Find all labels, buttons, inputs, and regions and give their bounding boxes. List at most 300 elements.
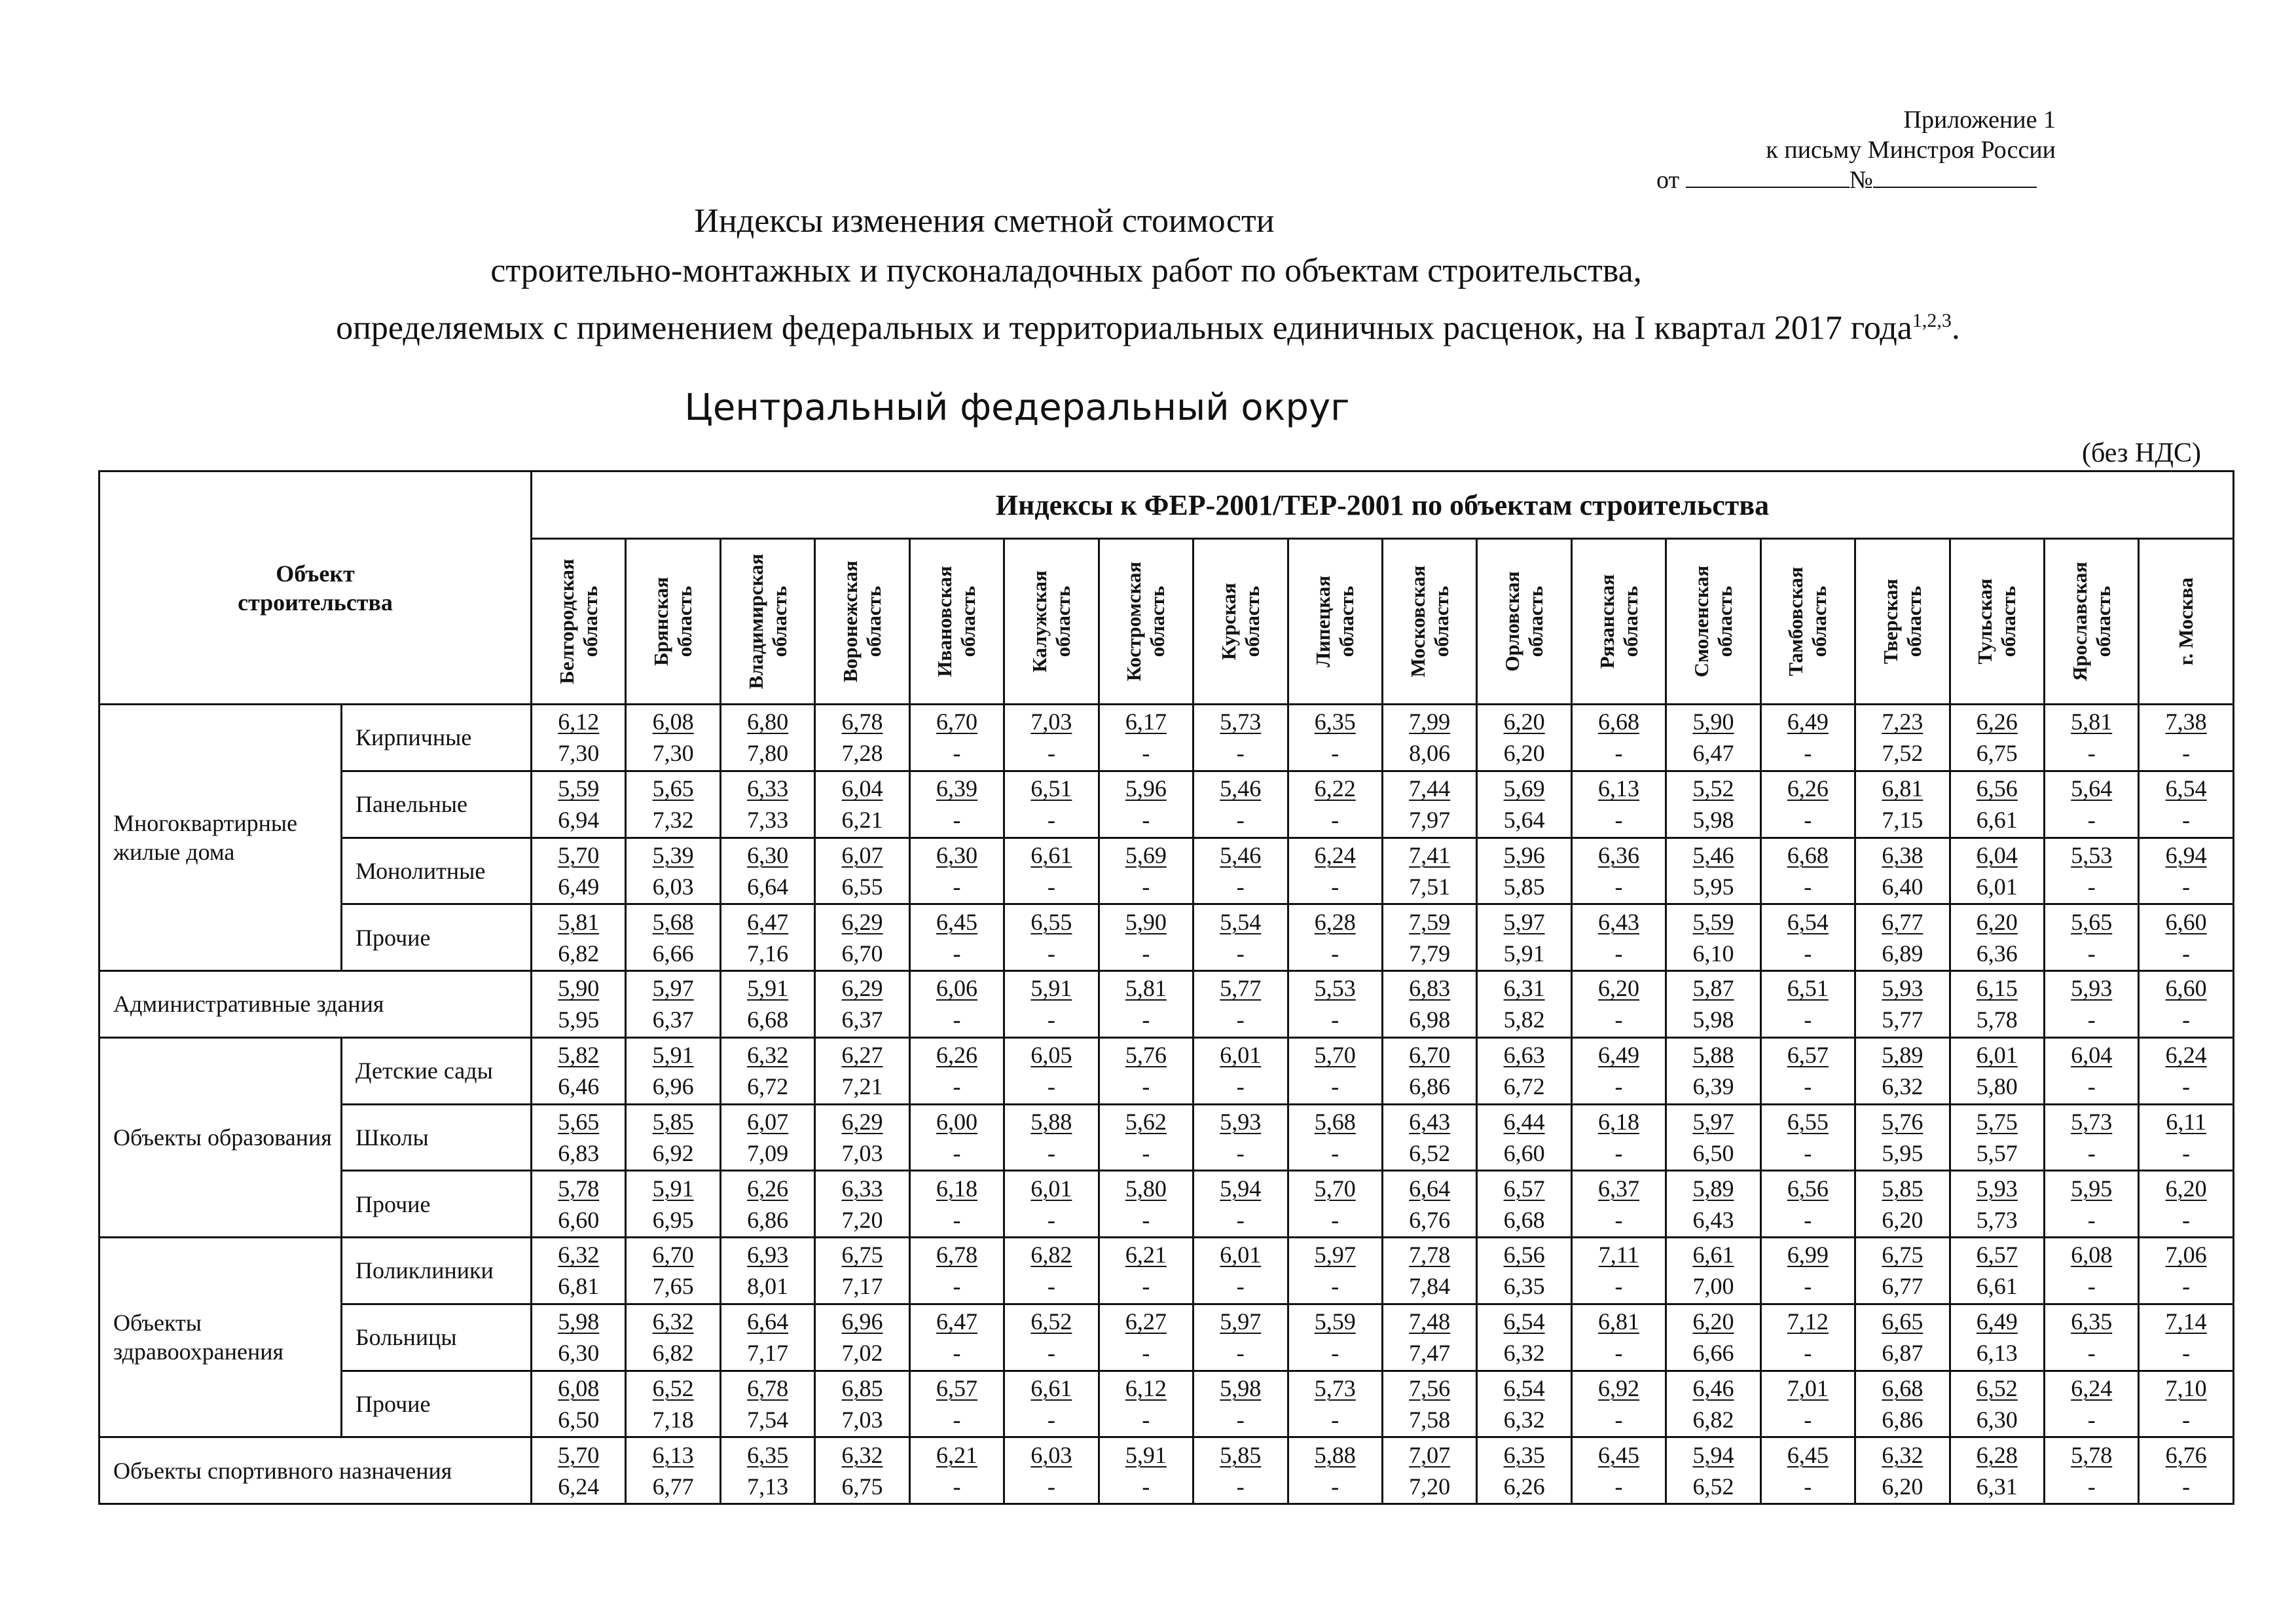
subtype-label: Кирпичные: [342, 705, 532, 771]
region-name: [1879, 579, 1926, 664]
fer-index-value: 5,73: [1314, 1375, 1356, 1401]
index-cell: [1760, 838, 1855, 904]
region-name-line: область: [1524, 585, 1548, 657]
index-cell: [1004, 838, 1099, 904]
fer-index-value: 5,93: [1882, 975, 1923, 1002]
region-name-line: область: [1618, 585, 1642, 657]
ter-index-value: -: [2182, 1139, 2191, 1166]
ter-index-value: 6,76: [1409, 1206, 1451, 1233]
ter-index-value: -: [1331, 1273, 1339, 1300]
ter-index-value: 7,13: [747, 1473, 789, 1500]
index-cell: [2139, 838, 2233, 904]
index-cell: [2139, 1238, 2233, 1304]
index-cell: [626, 771, 720, 838]
ter-index-value: 7,84: [1409, 1273, 1451, 1300]
fer-index-value: 5,62: [1125, 1108, 1167, 1135]
fer-index-value: 5,52: [1692, 775, 1734, 802]
index-cell: [1004, 1437, 1099, 1504]
index-cell: [1288, 904, 1382, 971]
ter-index-value: -: [1331, 1340, 1339, 1367]
region-header: [532, 539, 626, 705]
ter-index-value: -: [1331, 1006, 1339, 1033]
index-cell: [532, 771, 626, 838]
ter-index-value: -: [953, 807, 961, 834]
fer-index-value: 6,26: [1976, 709, 2018, 735]
index-cell: [2045, 705, 2139, 771]
index-cell: [1760, 705, 1855, 771]
ter-index-value: -: [1236, 1006, 1245, 1033]
region-name-line: область: [2091, 585, 2115, 657]
fer-index-value: 6,18: [1598, 1108, 1640, 1135]
ter-index-value: 7,54: [747, 1406, 789, 1433]
fer-index-value: 5,70: [1314, 1175, 1356, 1202]
index-cell: [1382, 838, 1476, 904]
fer-index-value: 7,59: [1409, 908, 1451, 935]
ter-index-value: -: [1614, 1473, 1623, 1500]
ter-index-value: 6,81: [558, 1273, 600, 1300]
fer-index-value: 6,24: [2165, 1042, 2207, 1069]
fer-index-value: 6,49: [1598, 1042, 1640, 1069]
ter-index-value: -: [2087, 1073, 2096, 1100]
index-cell: [1288, 838, 1382, 904]
ter-index-value: -: [1331, 1206, 1339, 1233]
fer-index-value: 6,75: [1882, 1242, 1923, 1268]
fer-index-value: 5,73: [1220, 709, 1262, 735]
ter-index-value: 6,66: [652, 940, 694, 967]
fer-index-value: 6,26: [1787, 775, 1829, 802]
ter-index-value: -: [953, 1006, 961, 1033]
ter-index-value: 6,94: [558, 807, 600, 834]
index-cell: [1099, 1371, 1193, 1437]
ter-index-value: 7,00: [1692, 1273, 1734, 1300]
index-cell: [626, 1171, 720, 1238]
ter-index-value: -: [2182, 940, 2191, 967]
region-name-line: область: [673, 585, 697, 657]
index-cell: [1288, 771, 1382, 838]
index-cell: [1004, 705, 1099, 771]
fer-index-value: 6,12: [1125, 1375, 1167, 1401]
fer-index-value: 6,83: [1409, 975, 1451, 1002]
index-cell: [2045, 838, 2139, 904]
table-row: [100, 1238, 2234, 1304]
fer-index-value: 5,53: [2071, 841, 2113, 868]
fer-index-value: 6,70: [936, 709, 977, 735]
index-cell: [815, 1171, 909, 1238]
fer-index-value: 6,20: [2165, 1175, 2207, 1202]
subtype-label: Монолитные: [342, 838, 532, 904]
index-cell: [1194, 971, 1288, 1038]
ter-index-value: 6,68: [1503, 1206, 1545, 1233]
index-cell: [1950, 1171, 2044, 1238]
ter-index-value: 7,32: [652, 807, 694, 834]
ter-index-value: -: [2182, 1006, 2191, 1033]
index-cell: [626, 1104, 720, 1171]
ter-index-value: -: [2087, 1473, 2096, 1500]
index-cell: [1760, 771, 1855, 838]
index-cell: [532, 1437, 626, 1504]
fer-index-value: 5,88: [1314, 1441, 1356, 1468]
index-cell: [532, 1371, 626, 1437]
ter-index-value: 5,91: [1503, 940, 1545, 967]
index-cell: [1855, 705, 1950, 771]
index-cell: [1950, 1371, 2044, 1437]
ter-index-value: -: [1331, 873, 1339, 900]
fer-index-value: 6,29: [841, 975, 883, 1002]
index-cell: [1477, 1304, 1571, 1371]
index-cell: [1666, 1037, 1760, 1104]
fer-index-value: 6,18: [936, 1175, 977, 1202]
ter-index-value: -: [1804, 1139, 1812, 1166]
fer-index-value: 5,90: [1125, 908, 1167, 935]
index-cell: [2045, 1037, 2139, 1104]
fer-index-value: 5,98: [558, 1308, 600, 1335]
index-cell: [2045, 904, 2139, 971]
region-name-line: область: [1713, 585, 1736, 657]
ter-index-value: 5,57: [1976, 1139, 2018, 1166]
ter-index-value: -: [1236, 1139, 1245, 1166]
fer-index-value: 6,60: [2165, 975, 2207, 1002]
fer-index-value: 6,57: [936, 1375, 977, 1401]
fer-index-value: 6,29: [841, 1108, 883, 1135]
ter-index-value: -: [1804, 1473, 1812, 1500]
index-cell: [1760, 1171, 1855, 1238]
index-cell: [720, 1238, 814, 1304]
ter-index-value: -: [1804, 740, 1812, 767]
index-cell: [1382, 1304, 1476, 1371]
index-cell: [909, 838, 1004, 904]
index-cell: [1004, 1037, 1099, 1104]
fer-index-value: 6,77: [1882, 908, 1923, 935]
region-header: [2045, 539, 2139, 705]
fer-index-value: 7,41: [1409, 841, 1451, 868]
ter-index-value: -: [953, 740, 961, 767]
subtype-label: Поликлиники: [342, 1238, 532, 1304]
index-cell: [1571, 1238, 1666, 1304]
ter-index-value: -: [1236, 1340, 1245, 1367]
region-name: [744, 554, 792, 690]
ter-index-value: 6,66: [1692, 1340, 1734, 1367]
index-cell: [1194, 1238, 1288, 1304]
fer-index-value: 5,93: [1220, 1108, 1262, 1135]
index-cell: [1477, 1037, 1571, 1104]
group-label: Объекты образования: [100, 1037, 342, 1237]
ter-index-value: 7,09: [747, 1139, 789, 1166]
index-cell: [1004, 904, 1099, 971]
index-cell: [626, 971, 720, 1038]
index-cell: [1004, 771, 1099, 838]
document-title: [0, 196, 2296, 353]
subtype-label: Прочие: [342, 904, 532, 971]
fer-index-value: 6,63: [1503, 1042, 1545, 1069]
index-cell: [909, 1437, 1004, 1504]
index-cell: [1477, 1371, 1571, 1437]
fer-index-value: 5,77: [1220, 975, 1262, 1002]
ter-index-value: 6,61: [1976, 1273, 2018, 1300]
district-name: Центральный федеральный округ: [684, 386, 1350, 429]
index-cell: [1571, 705, 1666, 771]
index-cell: [626, 705, 720, 771]
fer-index-value: 6,52: [1976, 1375, 2018, 1401]
fer-index-value: 6,65: [1882, 1308, 1923, 1335]
fer-index-value: 6,22: [1314, 775, 1356, 802]
region-name: [2174, 578, 2198, 665]
ter-index-value: -: [2087, 1206, 2096, 1233]
index-cell: [1571, 1171, 1666, 1238]
ter-index-value: 6,75: [841, 1473, 883, 1500]
fer-index-value: 6,38: [1882, 841, 1923, 868]
fer-index-value: 6,00: [936, 1108, 977, 1135]
fer-index-value: 5,85: [652, 1108, 694, 1135]
subtype-label: Панельные: [342, 771, 532, 838]
index-cell: [720, 1437, 814, 1504]
ter-index-value: 7,58: [1409, 1406, 1451, 1433]
ter-index-value: -: [1047, 1473, 1055, 1500]
region-name: [2068, 562, 2115, 681]
ter-index-value: -: [2087, 1273, 2096, 1300]
fer-index-value: 6,61: [1030, 841, 1072, 868]
index-cell: [815, 838, 909, 904]
table-row: [100, 1304, 2234, 1371]
ter-index-value: -: [2087, 1340, 2096, 1367]
fer-index-value: 5,69: [1125, 841, 1167, 868]
ter-index-value: -: [1236, 1473, 1245, 1500]
footnote-refs: 1,2,3: [1912, 310, 1952, 331]
index-cell: [1382, 1171, 1476, 1238]
title-end: .: [1951, 309, 1960, 347]
fer-index-value: 6,99: [1787, 1242, 1829, 1268]
fer-index-value: 5,98: [1220, 1375, 1262, 1401]
ter-index-value: -: [1047, 1340, 1055, 1367]
ter-index-value: 7,17: [841, 1273, 883, 1300]
index-cell: [1760, 1037, 1855, 1104]
fer-index-value: 6,30: [936, 841, 977, 868]
ter-index-value: -: [1331, 807, 1339, 834]
ter-index-value: -: [2087, 1006, 2096, 1033]
ter-index-value: -: [1142, 873, 1150, 900]
region-name: [1784, 567, 1831, 676]
table-row: [100, 971, 2234, 1038]
fer-index-value: 5,91: [1125, 1441, 1167, 1468]
ter-index-value: -: [1142, 1340, 1150, 1367]
region-name-line: область: [1240, 585, 1264, 657]
ter-index-value: 7,17: [747, 1340, 789, 1367]
fer-index-value: 6,07: [841, 841, 883, 868]
index-cell: [909, 1171, 1004, 1238]
region-name-line: Владимирская: [744, 553, 767, 690]
region-name: [1501, 571, 1548, 671]
ter-index-value: 7,65: [652, 1273, 694, 1300]
index-cell: [1099, 1104, 1193, 1171]
fer-index-value: 6,21: [1125, 1242, 1167, 1268]
fer-index-value: 6,47: [936, 1308, 977, 1335]
ter-index-value: 6,31: [1976, 1473, 2018, 1500]
fer-index-value: 5,46: [1220, 775, 1262, 802]
fer-index-value: 6,20: [1503, 709, 1545, 735]
index-cell: [909, 705, 1004, 771]
ter-index-value: -: [1047, 807, 1055, 834]
ter-index-value: 7,18: [652, 1406, 694, 1433]
ter-index-value: 6,61: [1976, 807, 2018, 834]
fer-index-value: 5,89: [1882, 1042, 1923, 1069]
fer-index-value: 5,64: [2071, 775, 2113, 802]
region-name-line: Липецкая: [1311, 575, 1335, 668]
fer-index-value: 6,78: [841, 709, 883, 735]
fer-index-value: 6,04: [1976, 841, 2018, 868]
fer-index-value: 6,94: [2165, 841, 2207, 868]
fer-index-value: 5,59: [1692, 908, 1734, 935]
ter-index-value: -: [953, 1340, 961, 1367]
fer-index-value: 5,90: [558, 975, 600, 1002]
index-cell: [2139, 971, 2233, 1038]
index-cell: [626, 1371, 720, 1437]
region-header: [1760, 539, 1855, 705]
index-cell: [1004, 1171, 1099, 1238]
index-cell: [1950, 1304, 2044, 1371]
index-cell: [1004, 1304, 1099, 1371]
ter-index-value: -: [953, 940, 961, 967]
index-cell: [1099, 705, 1193, 771]
fer-index-value: 6,45: [1787, 1441, 1829, 1468]
fer-index-value: 6,64: [1409, 1175, 1451, 1202]
ter-index-value: -: [1142, 1139, 1150, 1166]
region-name: [649, 577, 697, 666]
region-name-line: Калужская: [1027, 570, 1051, 673]
ter-index-value: -: [1142, 1473, 1150, 1500]
fer-index-value: 6,78: [747, 1375, 789, 1401]
region-name-line: область: [1146, 585, 1169, 657]
index-cell: [1288, 1304, 1382, 1371]
index-cell: [815, 1371, 909, 1437]
fer-index-value: 6,28: [1314, 908, 1356, 935]
region-name-line: область: [862, 585, 886, 657]
ter-index-value: 6,95: [652, 1206, 694, 1233]
ter-index-value: -: [953, 1073, 961, 1100]
fer-index-value: 6,15: [1976, 975, 2018, 1002]
fer-index-value: 5,97: [1220, 1308, 1262, 1335]
ter-index-value: -: [2087, 1139, 2096, 1166]
index-cell: [1855, 1238, 1950, 1304]
fer-index-value: 6,21: [936, 1441, 977, 1468]
ter-index-value: 7,97: [1409, 807, 1451, 834]
fer-index-value: 6,52: [1030, 1308, 1072, 1335]
index-cell: [1382, 1437, 1476, 1504]
ter-index-value: 6,47: [1692, 740, 1734, 767]
ter-index-value: 6,68: [747, 1006, 789, 1033]
index-cell: [1194, 1171, 1288, 1238]
index-cell: [1288, 705, 1382, 771]
fer-index-value: 5,90: [1692, 709, 1734, 735]
fer-index-value: 7,56: [1409, 1375, 1451, 1401]
ter-index-value: -: [1804, 1206, 1812, 1233]
fer-index-value: 7,11: [1598, 1242, 1639, 1268]
fer-index-value: 5,78: [558, 1175, 600, 1202]
ter-index-value: -: [2182, 1273, 2191, 1300]
fer-index-value: 5,39: [652, 841, 694, 868]
index-cell: [720, 838, 814, 904]
index-cell: [2139, 705, 2233, 771]
fer-index-value: 6,57: [1976, 1242, 2018, 1268]
table-row: [100, 771, 2234, 838]
index-cell: [909, 904, 1004, 971]
table-row: [100, 1171, 2234, 1238]
fer-index-value: 7,44: [1409, 775, 1451, 802]
fer-index-value: 6,60: [2165, 908, 2207, 935]
ter-index-value: -: [2087, 873, 2096, 900]
index-cell: [1288, 1104, 1382, 1171]
fer-index-value: 7,78: [1409, 1242, 1451, 1268]
ter-index-value: 7,33: [747, 807, 789, 834]
index-cell: [1288, 1238, 1382, 1304]
index-cell: [1855, 1171, 1950, 1238]
ter-index-value: 6,43: [1692, 1206, 1734, 1233]
index-cell: [626, 838, 720, 904]
fer-index-value: 6,54: [1503, 1308, 1545, 1335]
subtype-label: Больницы: [342, 1304, 532, 1371]
ter-index-value: 7,20: [841, 1206, 883, 1233]
ter-index-value: 5,82: [1503, 1006, 1545, 1033]
index-cell: [1760, 1371, 1855, 1437]
region-name-line: Брянская: [649, 577, 673, 666]
ter-index-value: 6,86: [747, 1206, 789, 1233]
appendix-letter-line: к письму Минстроя России: [1766, 136, 2056, 164]
index-cell: [1855, 1371, 1950, 1437]
region-name-line: область: [1902, 585, 1925, 657]
ter-index-value: -: [1331, 1406, 1339, 1433]
index-cell: [1288, 971, 1382, 1038]
fer-index-value: 6,05: [1030, 1042, 1072, 1069]
region-header: [1099, 539, 1193, 705]
index-cell: [1666, 971, 1760, 1038]
ter-index-value: 7,79: [1409, 940, 1451, 967]
group-label: Многоквартирные жилые дома: [100, 705, 342, 971]
ter-index-value: 6,60: [1503, 1139, 1545, 1166]
fer-index-value: 6,04: [2071, 1042, 2113, 1069]
fer-index-value: 5,93: [2071, 975, 2113, 1002]
ter-index-value: -: [953, 1139, 961, 1166]
index-cell: [1855, 904, 1950, 971]
index-cell: [1760, 1238, 1855, 1304]
index-cell: [1571, 1037, 1666, 1104]
ter-index-value: 6,92: [652, 1139, 694, 1166]
fer-index-value: 5,82: [558, 1042, 600, 1069]
fer-index-value: 5,81: [558, 908, 600, 935]
index-cell: [2139, 1437, 2233, 1504]
ter-index-value: -: [1614, 1340, 1623, 1367]
fer-index-value: 6,32: [558, 1242, 600, 1268]
ter-index-value: 6,86: [1882, 1406, 1923, 1433]
index-cell: [815, 771, 909, 838]
fer-index-value: 6,27: [841, 1042, 883, 1069]
fer-index-value: 6,17: [1125, 709, 1167, 735]
fer-index-value: 5,70: [558, 1441, 600, 1468]
ter-index-value: -: [1236, 1406, 1245, 1433]
region-name-line: г. Москва: [2174, 577, 2198, 666]
ter-index-value: -: [1236, 807, 1245, 834]
fer-index-value: 5,88: [1030, 1108, 1072, 1135]
ter-index-value: 5,85: [1503, 873, 1545, 900]
ter-index-value: -: [1236, 1073, 1245, 1100]
index-cell: [720, 1371, 814, 1437]
fer-index-value: 5,85: [1220, 1441, 1262, 1468]
ter-index-value: 7,03: [841, 1406, 883, 1433]
index-cell: [626, 1304, 720, 1371]
fer-index-value: 6,31: [1503, 975, 1545, 1002]
fer-index-value: 6,20: [1976, 908, 2018, 935]
fer-index-value: 6,06: [936, 975, 977, 1002]
index-cell: [1004, 1238, 1099, 1304]
fer-index-value: 6,01: [1220, 1042, 1262, 1069]
ter-index-value: -: [953, 1406, 961, 1433]
